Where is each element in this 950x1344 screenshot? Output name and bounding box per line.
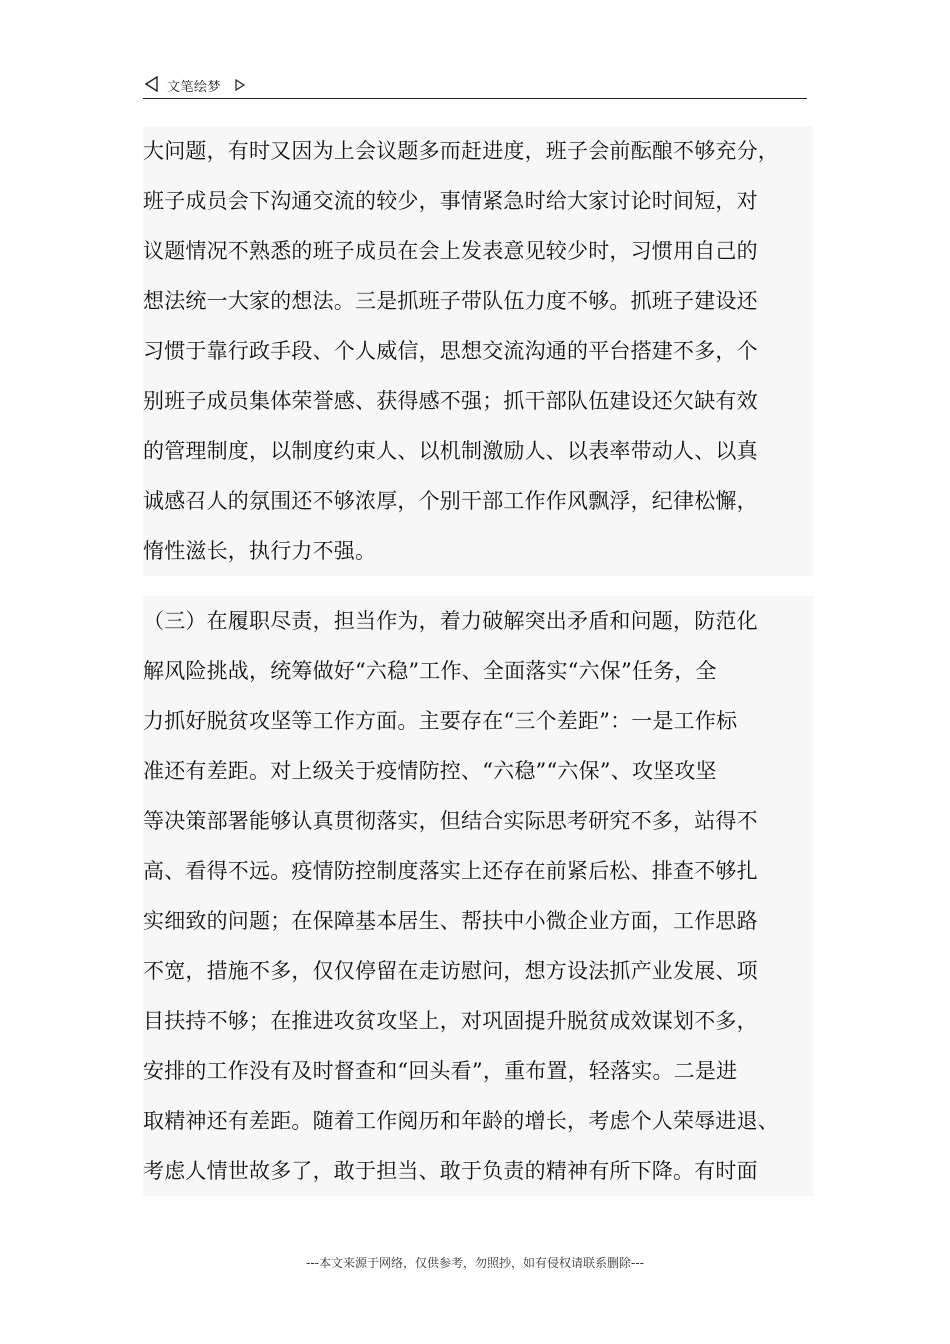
text-line: 准还有差距。对上级关于疫情防控、“六稳”“六保”、攻坚攻坚 <box>143 759 717 783</box>
text-line: 诚感召人的氛围还不够浓厚，个别干部工作作风飘浮，纪律松懈， <box>143 489 758 513</box>
text-line: 想法统一大家的想法。三是抓班子带队伍力度不够。抓班子建设还 <box>143 289 758 313</box>
text-line: 力抓好脱贫攻坚等工作方面。主要存在“三个差距”：一是工作标 <box>143 709 738 733</box>
text-line: 等决策部署能够认真贯彻落实，但结合实际思考研究不多，站得不 <box>143 809 758 833</box>
text-line: 惰性滋长，执行力不强。 <box>143 539 377 563</box>
text-line: （三）在履职尽责，担当作为，着力破解突出矛盾和问题，防范化 <box>143 609 758 633</box>
header-brand: 文笔绘梦 <box>167 80 222 95</box>
text-line: 高、看得不远。疫情防控制度落实上还存在前紧后松、排查不够扎 <box>143 859 758 883</box>
text-line: 的管理制度，以制度约束人、以机制激励人、以表率带动人、以真 <box>143 439 758 463</box>
text-line: 解风险挑战，统筹做好“六稳”工作、全面落实“六保”任务，全 <box>143 659 717 683</box>
text-line: 别班子成员集体荣誉感、获得感不强；抓干部队伍建设还欠缺有效 <box>143 389 758 413</box>
text-line: 安排的工作没有及时督查和“回头看”，重布置，轻落实。二是进 <box>143 1059 738 1083</box>
text-line: 考虑人情世故多了，敢于担当、敢于负责的精神有所下降。有时面 <box>143 1159 758 1183</box>
text-line: 实细致的问题；在保障基本居生、帮扶中小微企业方面，工作思路 <box>143 909 758 933</box>
text-line: 班子成员会下沟通交流的较少，事情紧急时给大家讨论时间短，对 <box>143 189 758 213</box>
text-line: 不宽，措施不多，仅仅停留在走访慰问，想方设法抓产业发展、项 <box>143 959 758 983</box>
text-line: 议题情况不熟悉的班子成员在会上发表意见较少时，习惯用自己的 <box>143 239 758 263</box>
footer-disclaimer: ---本文来源于网络，仅供参考，勿照抄，如有侵权请联系删除--- <box>306 1256 644 1270</box>
text-line: 目扶持不够；在推进攻贫攻坚上，对巩固提升脱贫成效谋划不多， <box>143 1009 758 1033</box>
page-header <box>143 70 807 99</box>
text-line: 习惯于靠行政手段、个人威信，思想交流沟通的平台搭建不多，个 <box>143 339 758 363</box>
paragraph-1 <box>143 126 813 576</box>
triangle-right-icon <box>235 76 245 95</box>
text-line: 取精神还有差距。随着工作阅历和年龄的增长，考虑个人荣辱进退、 <box>143 1109 779 1133</box>
paragraph-2 <box>143 596 813 1196</box>
triangle-left-icon <box>145 76 159 96</box>
text-line: 大问题，有时又因为上会议题多而赶进度，班子会前酝酿不够充分， <box>143 139 779 163</box>
